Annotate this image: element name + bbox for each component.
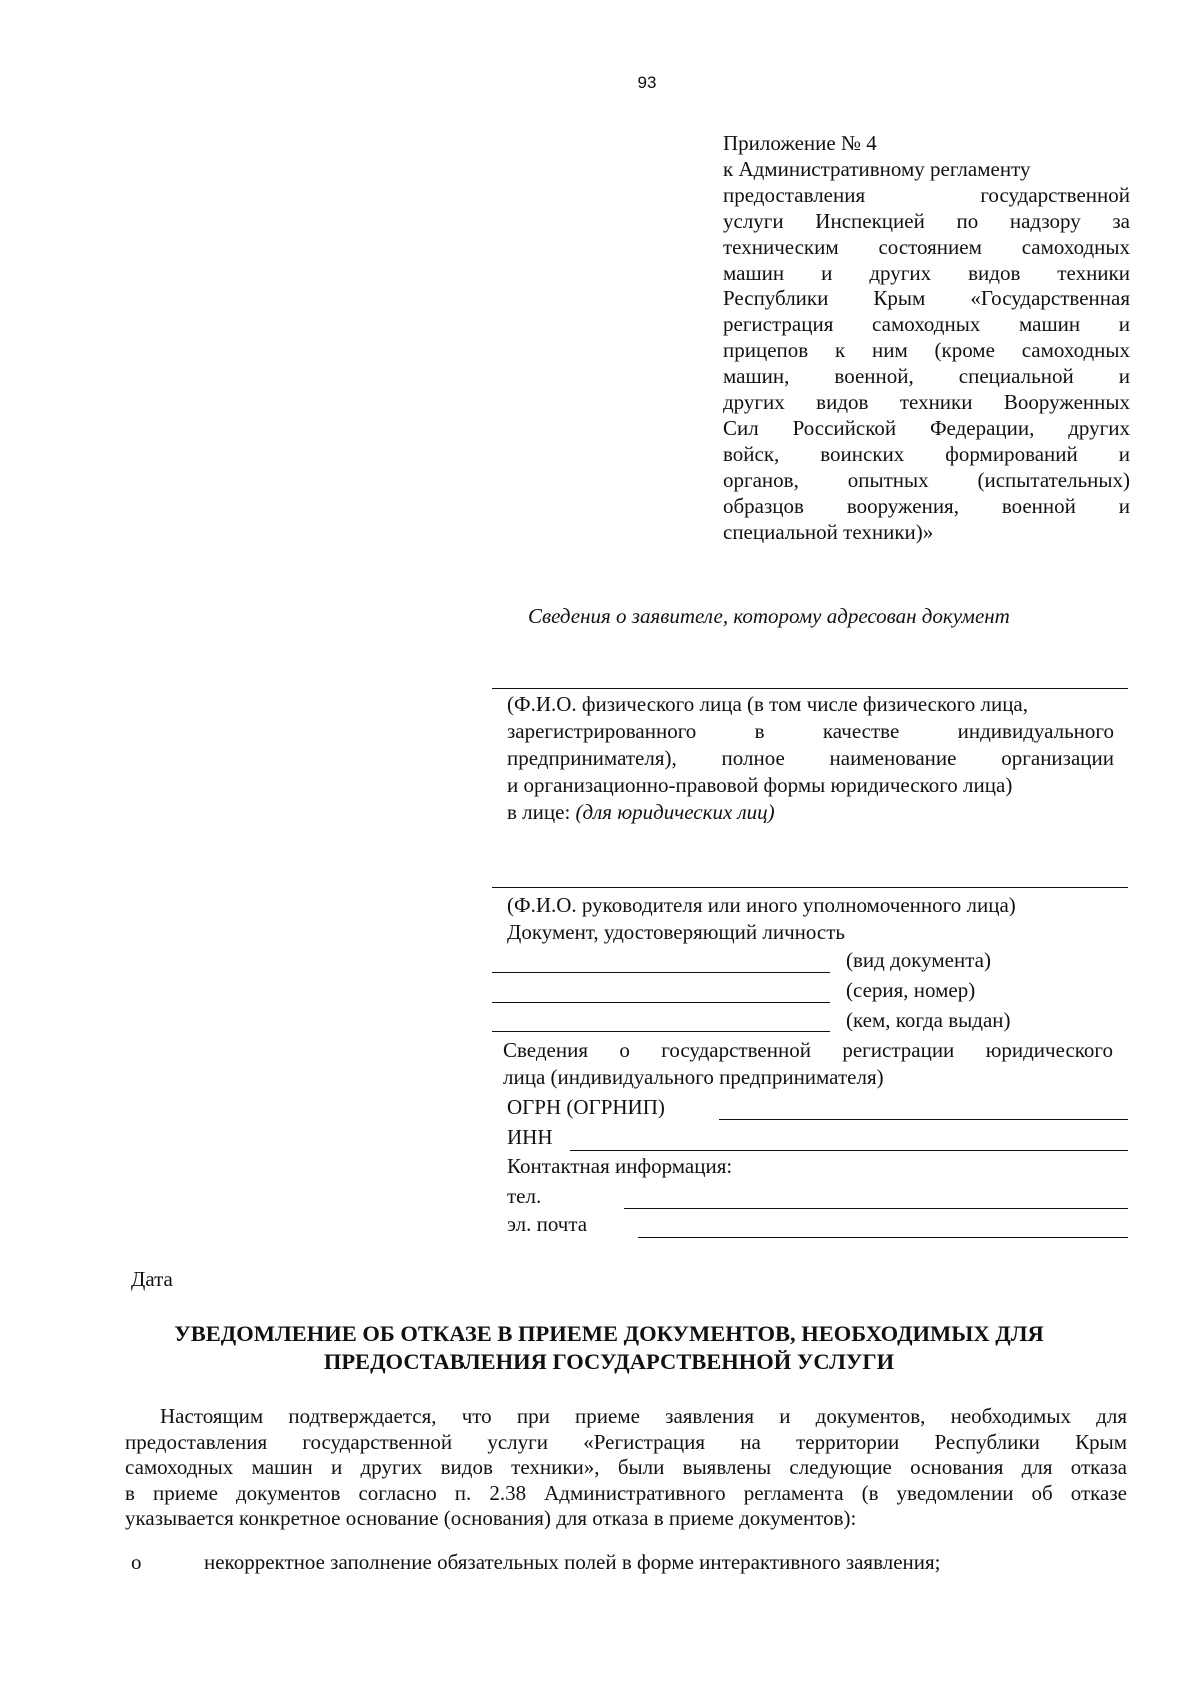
bullet-text: некорректное заполнение обязательных полей в форме интерактивного заявления; xyxy=(204,1550,941,1574)
date-label: Дата xyxy=(131,1267,173,1291)
appendix-line: других видов техники Вооруженных xyxy=(723,390,1130,415)
representative-name-line[interactable] xyxy=(492,887,1128,888)
email-input-line[interactable] xyxy=(638,1237,1128,1238)
representative-block xyxy=(507,892,1016,946)
bullet-marker: o xyxy=(131,1550,142,1574)
contacts-label: Контактная информация: xyxy=(507,1154,733,1178)
appendix-line: специальной техники)» xyxy=(723,519,934,544)
applicant-name-hint xyxy=(507,691,1114,826)
body-line: самоходных машин и других видов техники», были выявлены следующие основания для отказа xyxy=(125,1455,1127,1480)
appendix-line: предоставления государственной xyxy=(723,182,1130,207)
body-line: в приеме документов согласно п. 2.38 Административного регламента (в уведомлении об отказе xyxy=(125,1480,1127,1505)
body-paragraph xyxy=(125,1404,1127,1532)
id-document-number-hint: (серия, номер) xyxy=(846,978,976,1002)
id-document-number-line[interactable] xyxy=(492,1002,830,1003)
appendix-line: машин и других видов техники xyxy=(723,260,1130,285)
applicant-intro: Сведения о заявителе, которому адресован документ xyxy=(528,604,1010,628)
title-line-2: ПРЕДОСТАВЛЕНИЯ ГОСУДАРСТВЕННОЙ УСЛУГИ xyxy=(323,1349,895,1374)
registration-line: Сведения о государственной регистрации юридического xyxy=(503,1038,1113,1062)
in-person-row xyxy=(507,799,1114,826)
inn-label: ИНН xyxy=(507,1125,553,1149)
appendix-line: образцов вооружения, военной и xyxy=(723,493,1130,518)
document-title xyxy=(0,1320,1200,1376)
appendix-line: к Административному регламенту xyxy=(723,156,1031,181)
inn-input-line[interactable] xyxy=(570,1150,1128,1151)
ogrn-input-line[interactable] xyxy=(719,1119,1128,1120)
id-document-issuer-hint: (кем, когда выдан) xyxy=(846,1008,1011,1032)
appendix-heading xyxy=(723,131,1130,546)
appendix-line: прицепов к ним (кроме самоходных xyxy=(723,338,1130,363)
hint-line: предпринимателя), полное наименование организации xyxy=(507,746,1114,770)
registration-line: лица (индивидуального предпринимателя) xyxy=(503,1065,884,1089)
email-label: эл. почта xyxy=(507,1212,588,1236)
appendix-line: машин, военной, специальной и xyxy=(723,364,1130,389)
hint-line: и организационно-правовой формы юридического лица) xyxy=(507,773,1013,797)
hint-line: (Ф.И.О. физического лица (в том числе физического лица, xyxy=(507,692,1029,716)
appendix-line: органов, опытных (испытательных) xyxy=(723,467,1130,492)
id-document-type-line[interactable] xyxy=(492,972,830,973)
id-document-issuer-line[interactable] xyxy=(492,1031,830,1032)
appendix-line: регистрация самоходных машин и xyxy=(723,312,1130,337)
appendix-line: техническим состоянием самоходных xyxy=(723,234,1130,259)
in-person-label: в лице: xyxy=(507,800,576,824)
appendix-line: Сил Российской Федерации, других xyxy=(723,415,1130,440)
phone-label: тел. xyxy=(507,1184,542,1208)
appendix-line: войск, воинских формирований и xyxy=(723,441,1130,466)
in-person-note: (для юридических лиц) xyxy=(575,800,775,824)
id-document-label: Документ, удостоверяющий личность xyxy=(507,920,845,944)
phone-input-line[interactable] xyxy=(624,1208,1128,1209)
id-document-type-hint: (вид документа) xyxy=(846,948,991,972)
representative-hint: (Ф.И.О. руководителя или иного уполномоченного лица) xyxy=(507,893,1016,917)
appendix-line: услуги Инспекцией по надзору за xyxy=(723,208,1130,233)
applicant-name-line[interactable] xyxy=(492,688,1128,689)
appendix-line: Приложение № 4 xyxy=(723,131,877,155)
ogrn-label: ОГРН (ОГРНИП) xyxy=(507,1095,665,1119)
body-line: предоставления государственной услуги «Регистрация на территории Республики Крым xyxy=(125,1429,1127,1454)
appendix-line: Республики Крым «Государственная xyxy=(723,286,1130,311)
page-number: 93 xyxy=(637,73,657,92)
registration-block xyxy=(503,1037,1113,1091)
body-line: Настоящим подтверждается, что при приеме заявления и документов, необходимых для xyxy=(160,1404,1127,1428)
hint-line: зарегистрированного в качестве индивидуального xyxy=(507,719,1114,743)
list-item xyxy=(131,1550,941,1575)
body-line: указывается конкретное основание (основания) для отказа в приеме документов): xyxy=(125,1506,857,1531)
title-line-1: УВЕДОМЛЕНИЕ ОБ ОТКАЗЕ В ПРИЕМЕ ДОКУМЕНТОВ, НЕОБХОДИМЫХ ДЛЯ xyxy=(174,1321,1044,1346)
